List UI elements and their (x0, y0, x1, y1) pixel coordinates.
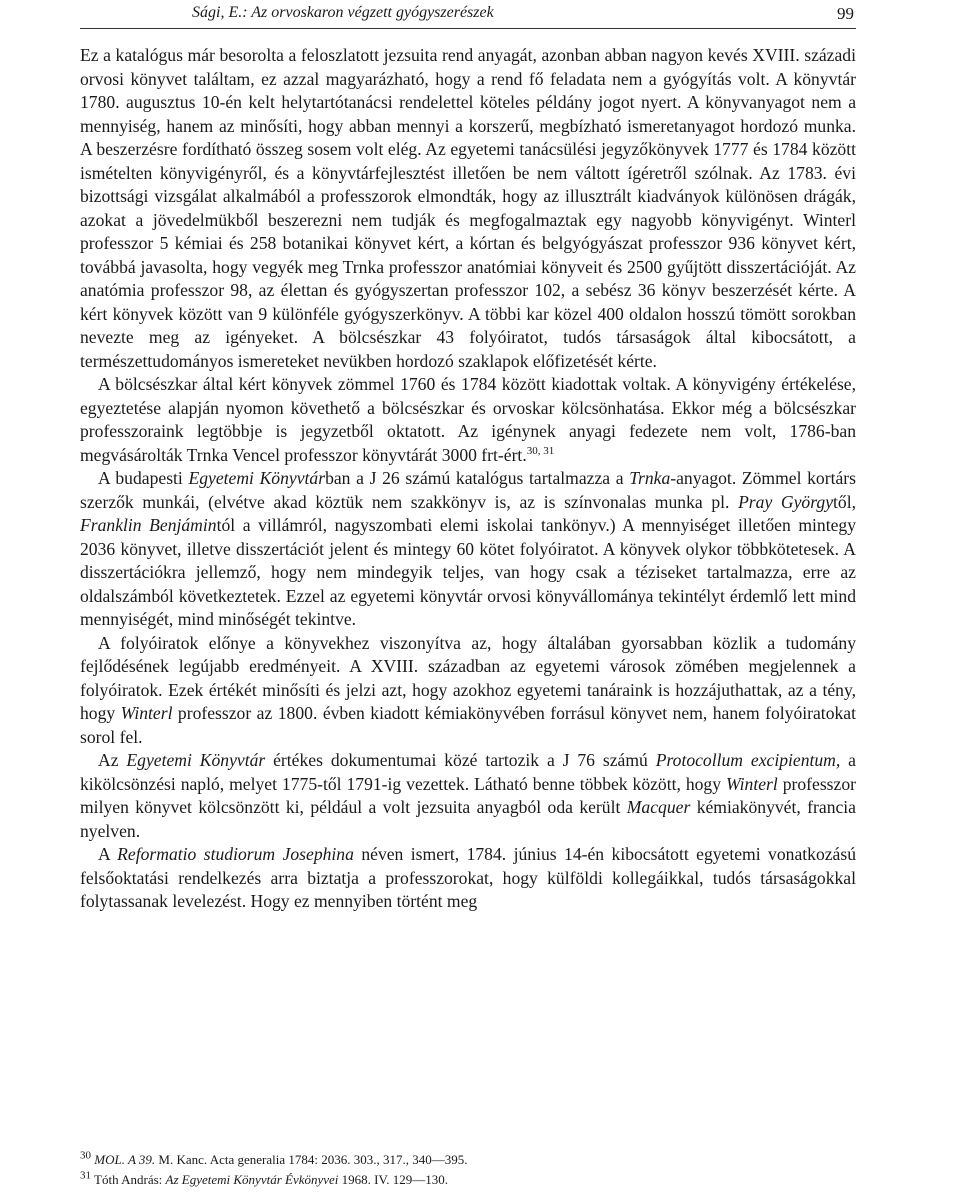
footnote (80, 1150, 856, 1170)
text-run: professzor az 1800. évben kiadott kémiakönyvében forrásul könyvet nem, hanem folyóiratokat sorol fel. (80, 703, 856, 747)
italic-run: Pray György (738, 491, 834, 512)
italic-run: Winterl (725, 773, 778, 794)
text-run: Ez a katalógus már besorolta a feloszlatott jezsuita rend anyagát, azonban abban nagyon kevés XVIII. századi orvosi könyvet találtam, ez azzal magyarázható, hogy a rend fő feladata nem a gyógyítás volt. A könyvtár 1780. augusztus 10-én kelt helytartótanácsi rendelettel köteles példány jogot nyert. A könyvanyagot nem a mennyiség, hanem az minősíti, hogy abban mennyi a korszerű, megbízható ismeretanyagot hordozó munka. A beszerzésre fordítható összeg sosem volt elég. Az egyetemi tanácsülési jegyzőkönyvek 1777 és 1784 között ismételten könyvigényről, és a könyvtárfejlesztést illetően be nem váltott ígéretről szólnak. Az 1783. évi bizottsági vizsgálat alkalmából a professzorok elmondták, hogy az illusztrált kiadványok különösen drágák, azokat a jövedelmükből beszerezni nem tudják és megfogalmaztak egy nagyobb könyvigényt. Winterl professzor 5 kémiai és 258 botanikai könyvet kért, a kórtan és belgyógyászat professzor 936 könyvet kért, továbbá javasolta, hogy vegyék meg Trnka professzor anatómiai könyveit és 2500 gyűjtött disszertációját. Az anatómia professzor 98, az élettan és gyógyszertan professzor 102, a sebész 36 könyv beszerzését kérte. A kért könyvek között van 9 különféle gyógyszerkönyv. A többi kar közel 400 oldalon hosszú tömött sorokban nevezte meg az igényeket. A bölcsészkar 43 folyóiratot, tudós társaságok által kibocsátott, a természettudományos ismereteket nevükben hordozó szaklapok előfizetését kérte. (80, 45, 856, 371)
text-run: kémiakönyvét, francia nyelven. (80, 797, 856, 841)
footnotes (80, 1150, 856, 1190)
text-run: 1968. IV. 129—130. (338, 1172, 448, 1187)
text-run: értékes dokumentumai közé tartozik a J 76 számú (265, 750, 656, 770)
paragraph (80, 632, 856, 750)
text-run: A (98, 844, 118, 864)
text-run: tól a villámról, nagyszombati elemi iskolai tankönyv.) A mennyiséget illetően mintegy 2036 könyvet, illetve disszertációt jelent és mintegy 60 kötet folyóiratot. A könyvek olykor többkötetesek. A disszertációkra jellemző, hogy nem mindegyik teljes, van hogy csak a téziseket tartalmazza, erre az oldalszámból következtetek. Ezzel az egyetemi könyvtár orvosi könyvállománya tekintélyt érdemlő lett mind mennyiségét, mind minőségét tekintve. (80, 515, 856, 629)
text-run: A bölcsészkar által kért könyvek zömmel 1760 és 1784 között kiadottak voltak. A könyvigény értékelése, egyeztetése alapján nyomon követhető a bölcsészkar és orvoskar kölcsönhatása. Ekkor még a bölcsészkar professzoraink legtöbbje is jegyzetből oktatott. Az igénynek anyagi fedezete nem volt, 1786-ban megvásárolták Trnka Vencel professzor könyvtárát 3000 frt-ért. (80, 374, 856, 465)
footnote-number: 30 (80, 1149, 91, 1162)
footnote-ref: 30, 31 (526, 444, 555, 457)
italic-run: Az Egyetemi Könyvtár Évkönyvei (165, 1172, 339, 1187)
italic-run: Egyetemi Könyvtár (126, 750, 266, 770)
footnote (80, 1170, 856, 1190)
running-title: Sági, E.: Az orvoskaron végzett gyógyszerészek (192, 4, 494, 21)
running-header (80, 4, 856, 28)
text-run: ban a J 26 számú katalógus tartalmazza a (325, 468, 630, 488)
page-number: 99 (837, 4, 854, 23)
body-text (80, 44, 856, 914)
italic-run: Trnka (629, 468, 671, 488)
text-run: Az (98, 750, 127, 770)
text-run: M. Kanc. Acta generalia 1784: 2036. 303., 317., 340—395. (155, 1152, 468, 1167)
italic-run: Egyetemi Könyvtár (188, 468, 326, 488)
text-run: -anyagot. Zömmel kortárs szerzők munkái, (elvétve akad köztük nem szakkönyv is, az is színvonalas munka pl. (80, 468, 856, 512)
italic-run: Reformatio studiorum Josephina (117, 844, 354, 864)
italic-run: MOL. A 39. (94, 1152, 156, 1167)
header-rule (80, 28, 856, 29)
italic-run: Protocollum excipientum, (655, 750, 841, 770)
footnote-number: 31 (80, 1169, 91, 1182)
text-run: néven ismert, 1784. június 14-én kibocsátott egyetemi vonatkozású felsőoktatási rendelkezés arra biztatja a professzorokat, hogy külföldi kollegáikkal, tudós társaságokkal folytassanak levelezést. Hogy ez mennyiben történt meg (80, 844, 857, 911)
text-run: től, (833, 491, 856, 512)
paragraph (80, 467, 856, 632)
paragraph (80, 749, 856, 843)
italic-run: Macquer (626, 797, 691, 817)
italic-run: Franklin Benjámin (80, 515, 217, 535)
paragraph (80, 373, 856, 467)
text-run: A budapesti (98, 468, 189, 488)
text-run: A folyóiratok előnye a könyvekhez viszonyítva az, hogy általában gyorsabban közlik a tudomány fejlődésének legújabb eredményeit. A XVIII. században az egyetemi városok zömében megjelennek a folyóiratok. Ezek értékét minősíti és jelzi azt, hogy azokhoz egyetemi tanáraink is hozzájuthattak, az a tény, hogy (80, 632, 856, 723)
text-run: professzor milyen könyvet kölcsönzött ki, például a volt jezsuita anyagból oda került (80, 773, 856, 817)
italic-run: Winterl (120, 703, 173, 723)
text-run: a kikölcsönzési napló, melyet 1775-től 1791-ig vezettek. Látható benne többek között, hogy (80, 750, 856, 794)
paragraph (80, 843, 856, 914)
text-run: Tóth András: (94, 1172, 166, 1187)
paragraph (80, 44, 856, 373)
